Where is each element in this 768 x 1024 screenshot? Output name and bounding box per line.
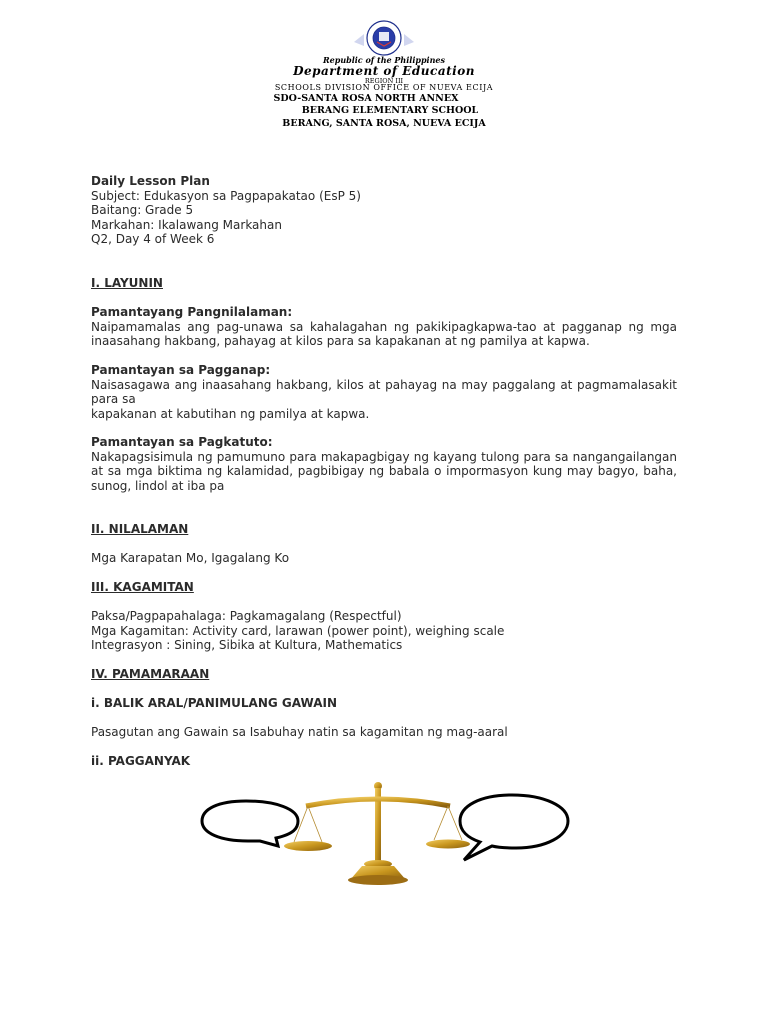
layunin-heading: [91, 276, 677, 291]
performance-standard-text-cont: kapakanan at kabutihan ng pamilya at kapwa.: [91, 406, 370, 421]
review-title-wrap: [91, 696, 677, 711]
section-heading: II. NILALAMAN: [91, 522, 189, 536]
review-text: Pasagutan ang Gawain sa Isabuhay natin sa kagamitan ng mag-aaral: [91, 725, 508, 739]
content-standard-title: Pamantayang Pangnilalaman:: [91, 305, 293, 319]
learning-competency-title: Pamantayan sa Pagkatuto:: [91, 435, 273, 449]
balance-scale-icon: [284, 782, 470, 885]
school-address: BERANG, SANTA ROSA, NUEVA ECIJA: [282, 118, 486, 129]
performance-standard-title: Pamantayan sa Pagganap:: [91, 363, 271, 377]
nilalaman-section: [91, 522, 677, 537]
left-speech-bubble-icon: [202, 801, 298, 846]
plan-subject: Subject: Edukasyon sa Pagpapakatao (EsP 5): [91, 188, 361, 203]
plan-quarter: Markahan: Ikalawang Markahan: [91, 217, 282, 232]
performance-standard-text: Naisasagawa ang inaasahang hakbang, kilos at pahayag na may paggalang at pagmamalasakit para sa: [91, 377, 677, 407]
section-heading: IV. PAMAMARAAN: [91, 667, 210, 681]
plan-title: Daily Lesson Plan: [91, 174, 210, 188]
content-standard: [91, 305, 677, 349]
plan-grade: Baitang: Grade 5: [91, 203, 194, 218]
learning-competency-text: Nakapagsisimula ng pamumuno para makapagbigay ng kayang tulong para sa nangangailangan at sa mga biktima ng kalamidad, pagbibigay ng babala o impormasyon kung may bagyo, baha, sunog, lindol at iba pa: [91, 449, 677, 493]
review-text-wrap: [91, 725, 677, 740]
kagamitan-section: [91, 580, 677, 595]
learning-competency: [91, 435, 677, 493]
plan-info: [91, 174, 677, 247]
department-title: Department of Education: [293, 64, 475, 78]
school-name: BERANG ELEMENTARY SCHOOL: [301, 105, 479, 116]
kagamitan-materials: Mga Kagamitan: Activity card, larawan (power point), weighing scale: [91, 623, 505, 638]
motivation-title-wrap: [91, 754, 677, 769]
review-title: i. BALIK ARAL/PANIMULANG GAWAIN: [91, 696, 337, 710]
plan-week: Q2, Day 4 of Week 6: [91, 232, 215, 247]
division-office-line: SCHOOLS DIVISION OFFICE OF NUEVA ECIJA: [274, 83, 494, 92]
kagamitan-topic: Paksa/Pagpapahalaga: Pagkamagalang (Respectful): [91, 609, 402, 623]
deped-seal-icon: [350, 20, 418, 56]
pamamaraan-section: [91, 667, 677, 682]
nilalaman-text: Mga Karapatan Mo, Igagalang Ko: [91, 551, 290, 565]
content-standard-text: Naipamamalas ang pag-unawa sa kahalagahan ng pakikipagkapwa-tao at pagganap ng mga inaasahang hakbang, pahayag at kilos para sa kapakanan at ng pamilya at kapwa.: [91, 319, 677, 349]
kagamitan-list: [91, 609, 677, 653]
region-line: REGION III: [364, 77, 404, 85]
republic-line: Republic of the Philippines: [322, 55, 445, 65]
right-speech-bubble-icon: [460, 795, 568, 860]
section-heading: I. LAYUNIN: [91, 276, 163, 290]
performance-standard: [91, 363, 677, 421]
nilalaman-text-wrap: [91, 551, 677, 566]
balance-scale-illustration: [198, 776, 572, 886]
motivation-title: ii. PAGGANYAK: [91, 754, 191, 768]
kagamitan-integration: Integrasyon : Sining, Sibika at Kultura, Mathematics: [91, 638, 403, 653]
sdo-line: SDO-SANTA ROSA NORTH ANNEX: [273, 93, 459, 104]
section-heading: III. KAGAMITAN: [91, 580, 194, 594]
